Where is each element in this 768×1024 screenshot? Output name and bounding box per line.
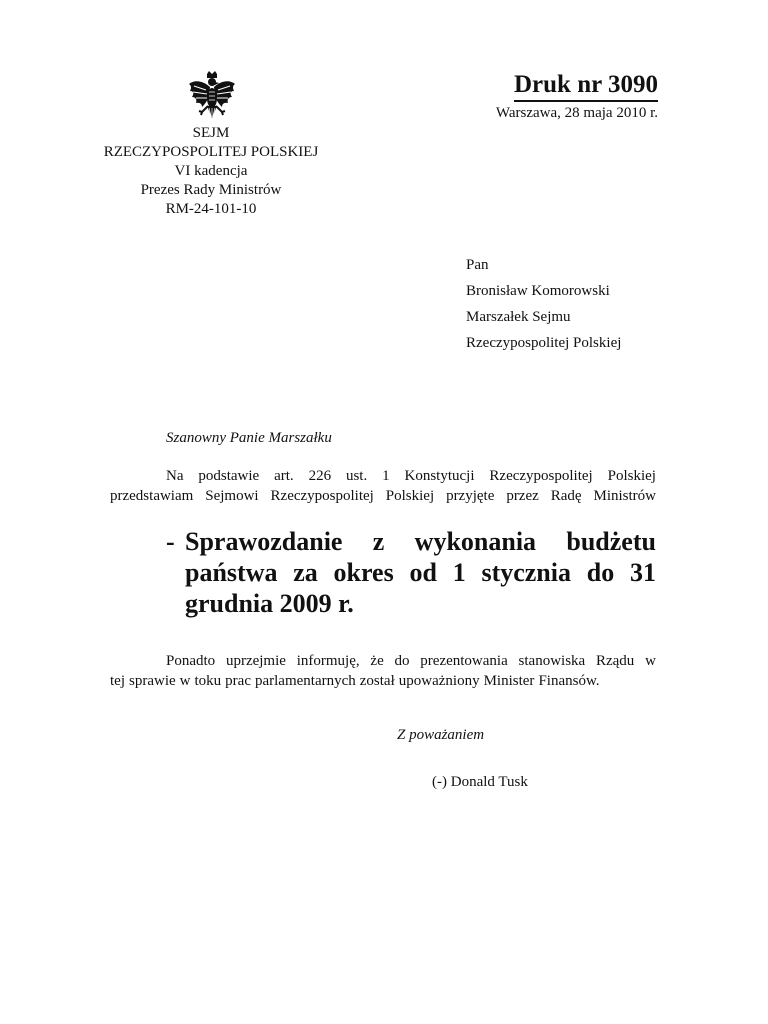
word: przedstawiam [110,488,194,504]
word: Rzeczypospolitej [489,468,593,484]
word: w [645,653,656,669]
word: 31 [629,558,656,587]
word: z [372,527,385,556]
title-dash: - [166,527,175,556]
word: 1 [382,468,390,484]
word: Na [166,468,184,484]
word: toku [194,673,222,689]
recipient-title: Pan [466,257,489,273]
word: Sejmowi [205,488,259,504]
word: przez [506,488,539,504]
letter-date: Warszawa, 28 maja 2010 r. [495,105,658,121]
paragraph-line [110,671,656,691]
title-line [185,526,656,557]
word: Polskiej [607,468,656,484]
recipient-block [466,252,621,356]
word: od [409,558,437,587]
word: Ponadto [166,653,216,669]
word: że [370,653,384,669]
word: uprzejmie [225,653,286,669]
word: Konstytucji [404,468,475,484]
paragraph-line [110,651,656,671]
paragraph-line [110,486,656,506]
word: informuję, [296,653,360,669]
word: upoważniony [398,673,480,689]
closing-phrase: Z poważaniem [397,727,485,743]
word: okres [333,558,394,587]
word: za [293,558,318,587]
white-eagle-emblem-icon [188,70,236,122]
word: sprawie [129,673,176,689]
word: stanowiska [518,653,586,669]
word: Radę [550,488,582,504]
recipient-position: Marszałek Sejmu [466,309,571,325]
word: podstawie [198,468,260,484]
signature: (-) Donald Tusk [432,774,528,790]
recipient-country: Rzeczypospolitej Polskiej [466,335,622,351]
word: przyjęte [446,488,495,504]
title-line: grudnia 2009 r. [185,589,354,618]
word: Sprawozdanie [185,527,343,556]
word: stycznia [481,558,571,587]
word: do [394,653,410,669]
word: państwa [185,558,278,587]
word: Polskiej [385,488,435,504]
word: został [359,673,395,689]
letterhead-sejm: SEJM [192,125,230,141]
word: Ministrów [593,488,656,504]
word: Minister [483,673,535,689]
word: Rządu [595,653,635,669]
word: prezentowania [420,653,508,669]
word: 1 [452,558,466,587]
word: ust. [345,468,368,484]
word: Rzeczypospolitej [270,488,374,504]
letterhead [80,124,342,219]
letterhead-office: Prezes Rady Ministrów [140,182,282,198]
letterhead-reference: RM-24-101-10 [165,201,257,217]
word: tej [110,673,125,689]
word: budżetu [566,527,656,556]
word: w [179,673,191,689]
recipient-name: Bronisław Komorowski [466,283,610,299]
body-paragraph-2 [110,651,656,691]
body-paragraph-1 [110,466,656,506]
letterhead-kadencja: VI kadencja [174,163,248,179]
paragraph-line [110,466,656,486]
title-line [185,557,656,588]
word: parlamentarnych [254,673,356,689]
print-number: Druk nr 3090 [514,70,658,102]
word: do [586,558,615,587]
word: Finansów. [538,673,600,689]
word: wykonania [414,527,537,556]
word: prac [225,673,251,689]
word: art. [274,468,294,484]
salutation: Szanowny Panie Marszałku [166,430,332,446]
report-title [166,526,656,619]
word: 226 [308,468,332,484]
letterhead-country: RZECZYPOSPOLITEJ POLSKIEJ [103,144,319,160]
